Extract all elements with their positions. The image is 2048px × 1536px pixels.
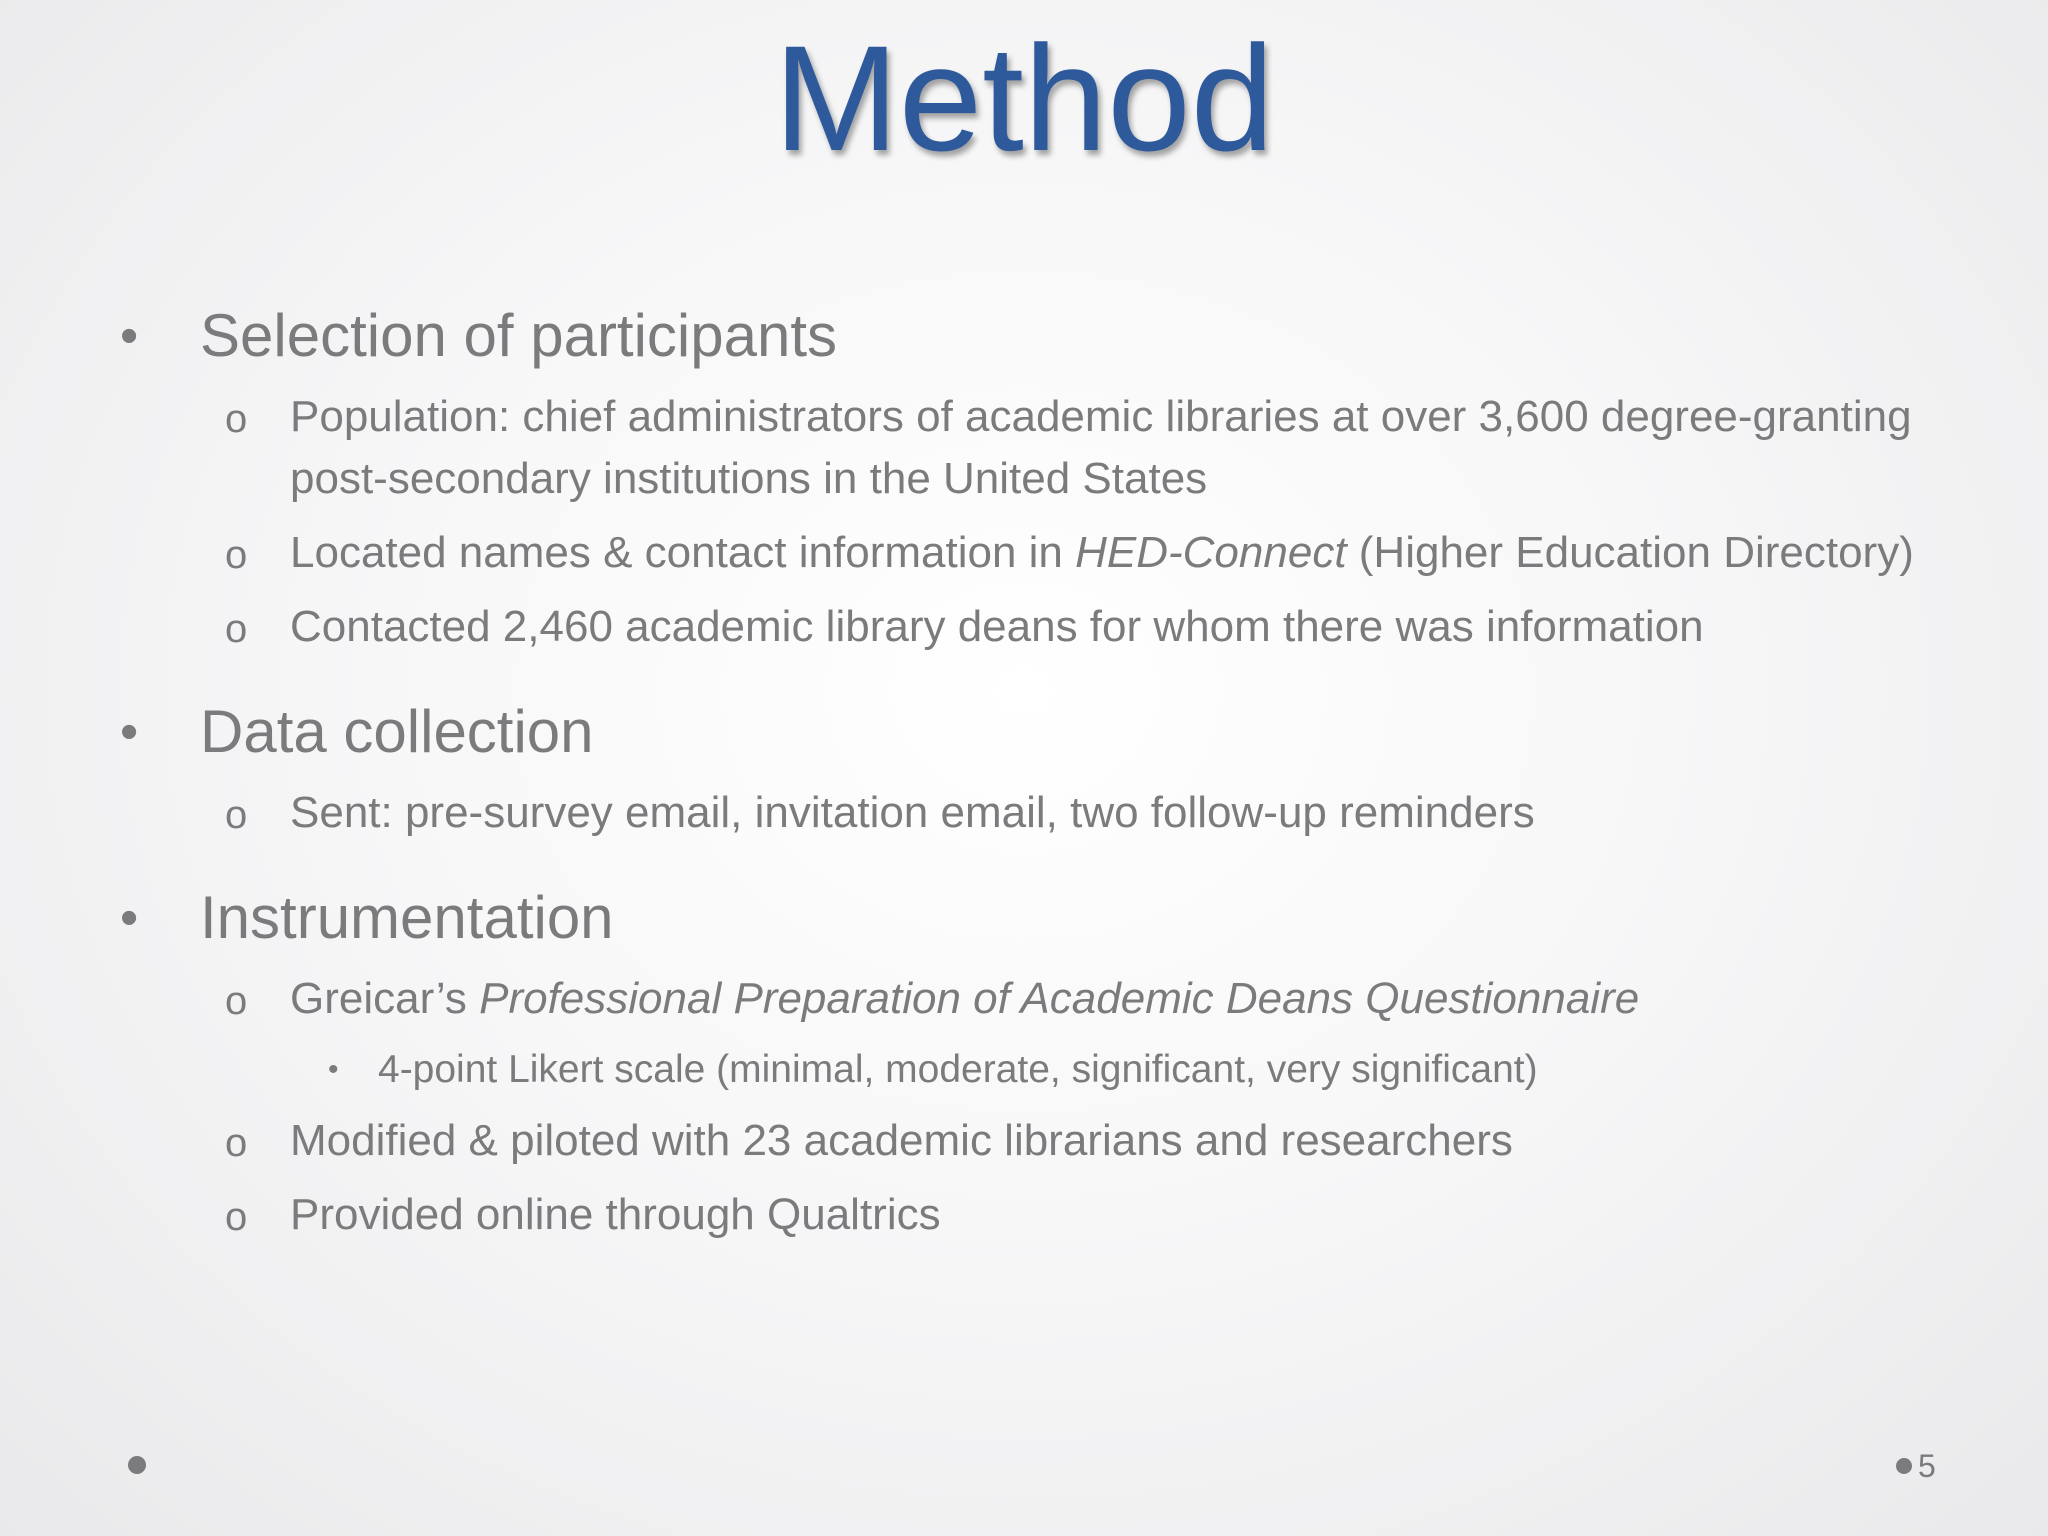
item-text-italic: HED-Connect	[1075, 528, 1347, 577]
hollow-bullet-icon: o	[225, 793, 248, 837]
hollow-bullet-icon: o	[225, 607, 248, 651]
bullet-icon: •	[328, 1053, 339, 1086]
page-number: 5	[1918, 1448, 1936, 1484]
item-text-before: Located names & contact information in	[290, 528, 1076, 577]
list-item-located-names	[120, 522, 1940, 584]
section-heading-selection	[120, 300, 1940, 372]
list-item-greicar	[120, 968, 1940, 1030]
list-item-qualtrics	[120, 1184, 1940, 1246]
item-text: 4-point Likert scale (minimal, moderate, significant, very significant)	[378, 1048, 1538, 1091]
item-text: Sent: pre-survey email, invitation email, two follow-up reminders	[290, 788, 1535, 837]
item-text-before: Greicar’s	[290, 974, 480, 1023]
bullet-icon: •	[120, 703, 139, 761]
slide-content	[120, 300, 1940, 1258]
slide-title: Method	[773, 14, 1275, 182]
item-text: Provided online through Qualtrics	[290, 1190, 941, 1239]
decorative-dot-icon	[1896, 1458, 1912, 1474]
item-text: Contacted 2,460 academic library deans for whom there was information	[290, 602, 1704, 651]
spacer	[120, 670, 1940, 696]
hollow-bullet-icon: o	[225, 979, 248, 1023]
list-item-likert	[120, 1042, 1940, 1098]
bullet-icon: •	[120, 307, 139, 365]
bullet-icon: •	[120, 889, 139, 947]
item-text-italic: Professional Preparation of Academic Deans Questionnaire	[479, 974, 1640, 1023]
hollow-bullet-icon: o	[225, 533, 248, 577]
decorative-dot-icon	[128, 1456, 146, 1474]
heading-text: Selection of participants	[200, 302, 838, 369]
hollow-bullet-icon: o	[225, 1195, 248, 1239]
list-item-modified	[120, 1110, 1940, 1172]
list-item-contacted	[120, 596, 1940, 658]
hollow-bullet-icon: o	[225, 1121, 248, 1165]
list-item-population	[120, 386, 1940, 510]
item-text: Population: chief administrators of academic libraries at over 3,600 degree-granting post-secondary institutions in the United States	[290, 392, 1912, 503]
section-heading-data-collection	[120, 696, 1940, 768]
section-heading-instrumentation	[120, 882, 1940, 954]
list-item-sent	[120, 782, 1940, 844]
heading-text: Data collection	[200, 698, 594, 765]
heading-text: Instrumentation	[200, 884, 614, 951]
item-text-after: (Higher Education Directory)	[1346, 528, 1914, 577]
item-text: Modified & piloted with 23 academic librarians and researchers	[290, 1116, 1513, 1165]
spacer	[120, 856, 1940, 882]
hollow-bullet-icon: o	[225, 397, 248, 441]
